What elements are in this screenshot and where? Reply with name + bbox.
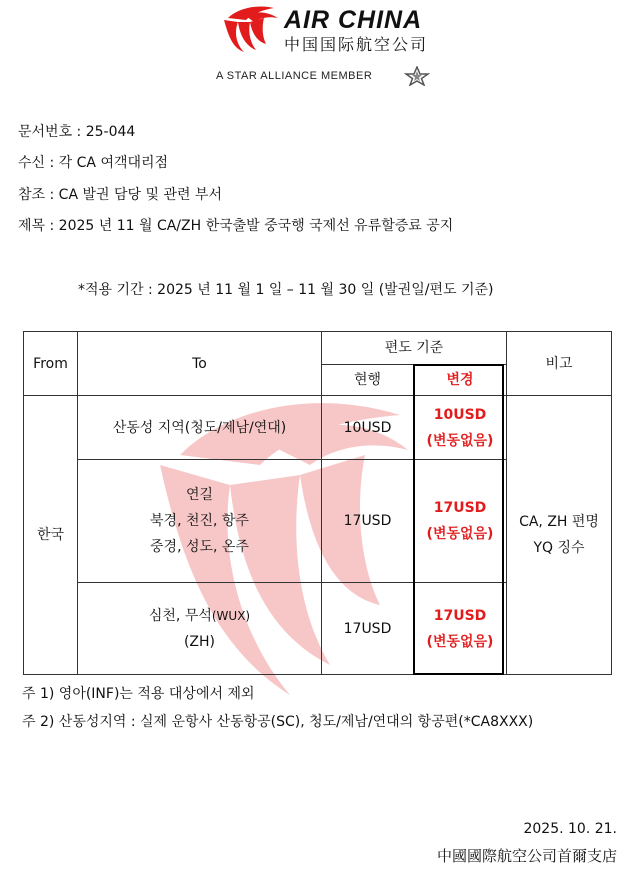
to-cell: 연길 북경, 천진, 항주 중경, 성도, 온주 xyxy=(78,460,322,583)
alliance-text: A STAR ALLIANCE MEMBER xyxy=(216,70,373,82)
current-value: 10USD xyxy=(322,396,414,460)
header-current: 현행 xyxy=(322,365,414,396)
note-cell: CA, ZH 편명 YQ 징수 xyxy=(507,396,612,675)
application-period: *적용 기간 : 2025 년 11 월 1 일 – 11 월 30 일 (발권일/편도 기준) xyxy=(78,282,494,298)
header-note: 비고 xyxy=(507,332,612,396)
header-to: To xyxy=(78,332,322,396)
brand-name: AIR CHINA xyxy=(284,6,423,34)
star-alliance-icon xyxy=(404,66,430,86)
new-value: 17USD (변동없음) xyxy=(414,460,507,583)
note-2: 주 2) 산동성지역 : 실제 운항사 산동항공(SC), 청도/제남/연대의 항공편(*CA8XXX) xyxy=(22,714,534,730)
document-number: 문서번호 : 25-044 xyxy=(18,124,136,140)
header-from: From xyxy=(24,332,78,396)
current-value: 17USD xyxy=(322,460,414,583)
header-change: 변경 xyxy=(414,365,507,396)
recipient: 수신 : 각 CA 여객대리점 xyxy=(18,155,169,171)
fuel-surcharge-table xyxy=(23,331,612,675)
reference: 참조 : CA 발권 담당 및 관련 부서 xyxy=(18,187,222,203)
header-fare-basis: 편도 기준 xyxy=(322,332,507,365)
issuing-branch: 中國國際航空公司首爾支店 xyxy=(436,847,617,865)
new-value: 17USD (변동없음) xyxy=(414,583,507,675)
new-value: 10USD (변동없음) xyxy=(414,396,507,460)
issue-date: 2025. 10. 21. xyxy=(523,821,617,837)
to-cell: 산동성 지역(청도/제남/연대) xyxy=(78,396,322,460)
air-china-phoenix-logo-icon xyxy=(218,4,280,58)
to-cell: 심천, 무석(WUX) (ZH) xyxy=(78,583,322,675)
brand-name-chinese: 中国国际航空公司 xyxy=(284,35,429,54)
subject: 제목 : 2025 년 11 월 CA/ZH 한국출발 중국행 국제선 유류할증료 공지 xyxy=(18,218,454,234)
table-row xyxy=(24,396,612,460)
current-value: 17USD xyxy=(322,583,414,675)
from-value: 한국 xyxy=(24,396,78,675)
note-1: 주 1) 영아(INF)는 적용 대상에서 제외 xyxy=(22,686,255,702)
